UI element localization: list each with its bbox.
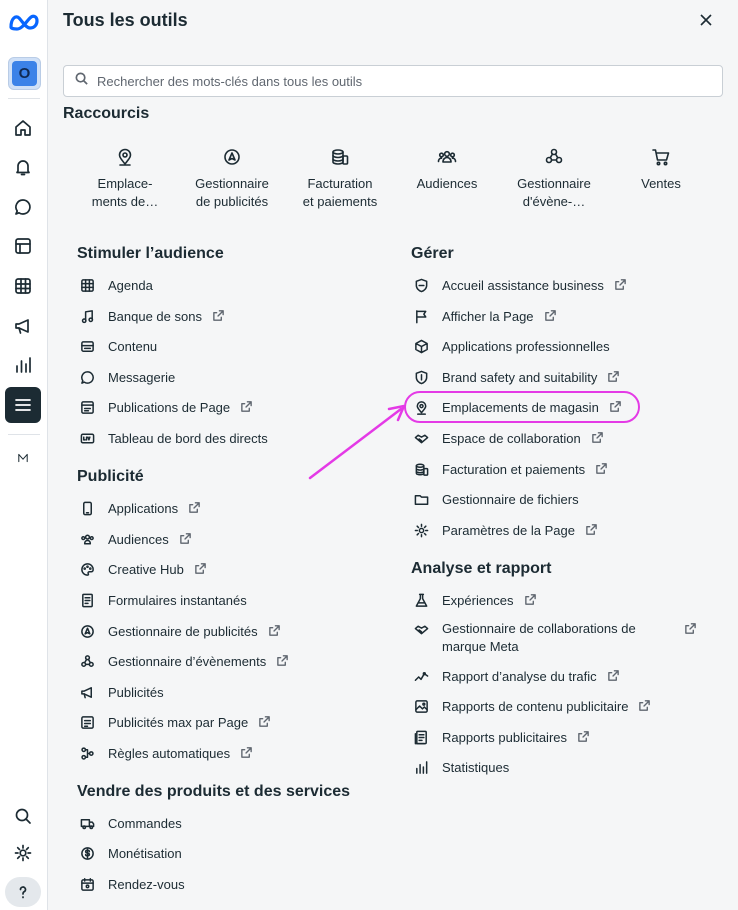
tool-publicites[interactable]: Publicités [79,681,164,703]
external-link-icon [194,562,208,576]
tool-commandes[interactable]: Commandes [79,812,182,834]
rules-icon [79,745,95,761]
tool-banque-de-sons[interactable]: Banque de sons [79,305,226,327]
bar-chart-icon [413,759,429,775]
search-icon [74,71,89,91]
external-link-icon [240,400,254,414]
content-icon [79,338,95,354]
search-input[interactable] [97,74,697,89]
tool-emplacements-magasin[interactable]: Emplacements de magasin [413,396,623,418]
appointment-icon [79,876,95,892]
tool-rendez-vous[interactable]: Rendez-vous [79,873,185,895]
tool-statistiques[interactable]: Statistiques [413,756,509,778]
tool-applications-pro[interactable]: Applications professionnelles [413,335,610,357]
chat-icon[interactable] [9,193,37,221]
music-note-icon [79,308,95,324]
live-icon [79,430,95,446]
billing-icon [330,147,350,167]
flag-icon [413,308,429,324]
table-icon[interactable] [9,272,37,300]
external-link-icon [179,532,193,546]
handshake-icon [413,430,429,446]
section-heading-stimuler: Stimuler l’audience [77,245,224,262]
tool-espace-collaboration[interactable]: Espace de collaboration [413,427,605,449]
tool-parametres-page[interactable]: Paramètres de la Page [413,519,599,541]
close-icon[interactable] [698,12,714,28]
external-link-icon [544,309,558,323]
external-link-icon [212,309,226,323]
tool-accueil-assistance[interactable]: Accueil assistance business [413,274,628,296]
audiences-icon [437,147,457,167]
report-icon [413,729,429,745]
cube-icon [413,338,429,354]
gear-icon[interactable] [9,839,37,867]
tool-rapports-contenu-pub[interactable]: Rapports de contenu publicitaire [413,695,652,717]
flask-icon [413,592,429,608]
tool-audiences[interactable]: Audiences [79,528,193,550]
tool-gestionnaire-fichiers[interactable]: Gestionnaire de fichiers [413,488,579,510]
shortcut-sales[interactable]: Ventes [616,147,706,193]
palette-icon [79,561,95,577]
image-report-icon [413,698,429,714]
billing-icon [413,461,429,477]
form-icon [79,592,95,608]
external-link-icon [591,431,605,445]
section-heading-publicite: Publicité [77,468,144,485]
external-link-icon [638,699,652,713]
home-icon[interactable] [9,114,37,142]
page-posts-icon [79,399,95,415]
external-link-icon [577,730,591,744]
tool-collaborations-marque[interactable]: Gestionnaire de collaborations de marque Meta [413,620,698,658]
external-link-icon [595,462,609,476]
bell-icon[interactable] [9,153,37,181]
tool-applications[interactable]: Applications [79,497,202,519]
menu-icon[interactable] [5,387,41,423]
external-link-icon [240,746,254,760]
location-pin-icon [115,147,135,167]
tool-gestionnaire-evenements[interactable]: Gestionnaire d’évènements [79,650,290,672]
shortcut-emplacements[interactable]: Emplace- ments de… [80,147,170,211]
section-heading-analyse: Analyse et rapport [411,560,552,577]
external-link-icon [258,715,272,729]
audiences-icon [79,531,95,547]
tool-afficher-page[interactable]: Afficher la Page [413,305,558,327]
external-link-icon [268,624,282,638]
tool-rapport-trafic[interactable]: Rapport d’analyse du trafic [413,665,621,687]
tool-facturation[interactable]: Facturation et paiements [413,458,609,480]
cart-icon [651,147,671,167]
search-icon[interactable] [9,802,37,830]
tool-experiences[interactable]: Expériences [413,589,538,611]
pages-icon[interactable] [9,232,37,260]
tool-rapports-publicitaires[interactable]: Rapports publicitaires [413,726,591,748]
tool-publicites-max[interactable]: Publicités max par Page [79,711,272,733]
meta-small-icon[interactable] [9,444,37,472]
tool-gestionnaire-publicites[interactable]: Gestionnaire de publicités [79,620,282,642]
shortcuts-heading: Raccourcis [63,105,150,122]
left-navigation-rail [0,0,48,910]
external-link-icon [276,654,290,668]
tool-tableau-directs[interactable]: Tableau de bord des directs [79,427,268,449]
shield-badge-icon [413,277,429,293]
section-heading-vendre: Vendre des produits et des services [77,783,351,800]
panel-title: Tous les outils [63,10,188,30]
tool-messagerie[interactable]: Messagerie [79,366,175,388]
tool-publications-de-page[interactable]: Publications de Page [79,396,254,418]
chart-icon[interactable] [9,351,37,379]
tool-brand-safety[interactable]: Brand safety and suitability [413,366,621,388]
shortcut-events-manager[interactable]: Gestionnaire d'évène-… [509,147,599,211]
section-heading-gerer: Gérer [411,245,454,262]
account-avatar[interactable]: O [8,57,41,90]
shortcut-ads-manager[interactable]: Gestionnaire de publicités [187,147,277,211]
tool-agenda[interactable]: Agenda [79,274,153,296]
chat-bubble-icon [79,369,95,385]
truck-icon [79,815,95,831]
shield-icon [413,369,429,385]
tool-regles-automatiques[interactable]: Règles automatiques [79,742,254,764]
calendar-icon [79,277,95,293]
events-icon [544,147,564,167]
phone-icon [79,500,95,516]
all-tools-panel [48,0,738,910]
tool-creative-hub[interactable]: Creative Hub [79,558,208,580]
highlight-circle [404,391,640,423]
meta-logo-icon[interactable] [8,8,40,36]
shortcut-billing[interactable]: Facturation et paiements [295,147,385,211]
handshake-icon [413,621,429,637]
megaphone-icon[interactable] [9,312,37,340]
external-link-icon [524,593,538,607]
trend-icon [413,668,429,684]
events-icon [79,653,95,669]
external-link-icon [684,622,698,636]
external-link-icon [585,523,599,537]
ads-manager-icon [222,147,242,167]
tool-formulaires-instantanes[interactable]: Formulaires instantanés [79,589,247,611]
external-link-icon [188,501,202,515]
gear-icon [413,522,429,538]
folder-icon [413,491,429,507]
tool-contenu[interactable]: Contenu [79,335,157,357]
dollar-icon [79,845,95,861]
external-link-icon [607,370,621,384]
external-link-icon [614,278,628,292]
tool-monetisation[interactable]: Monétisation [79,842,182,864]
help-icon[interactable] [5,877,41,907]
megaphone-icon [79,684,95,700]
search-field[interactable] [63,65,723,97]
shortcut-audiences[interactable]: Audiences [402,147,492,193]
page-ads-icon [79,714,95,730]
ads-manager-icon [79,623,95,639]
annotation-arrow [48,0,738,910]
external-link-icon [607,669,621,683]
